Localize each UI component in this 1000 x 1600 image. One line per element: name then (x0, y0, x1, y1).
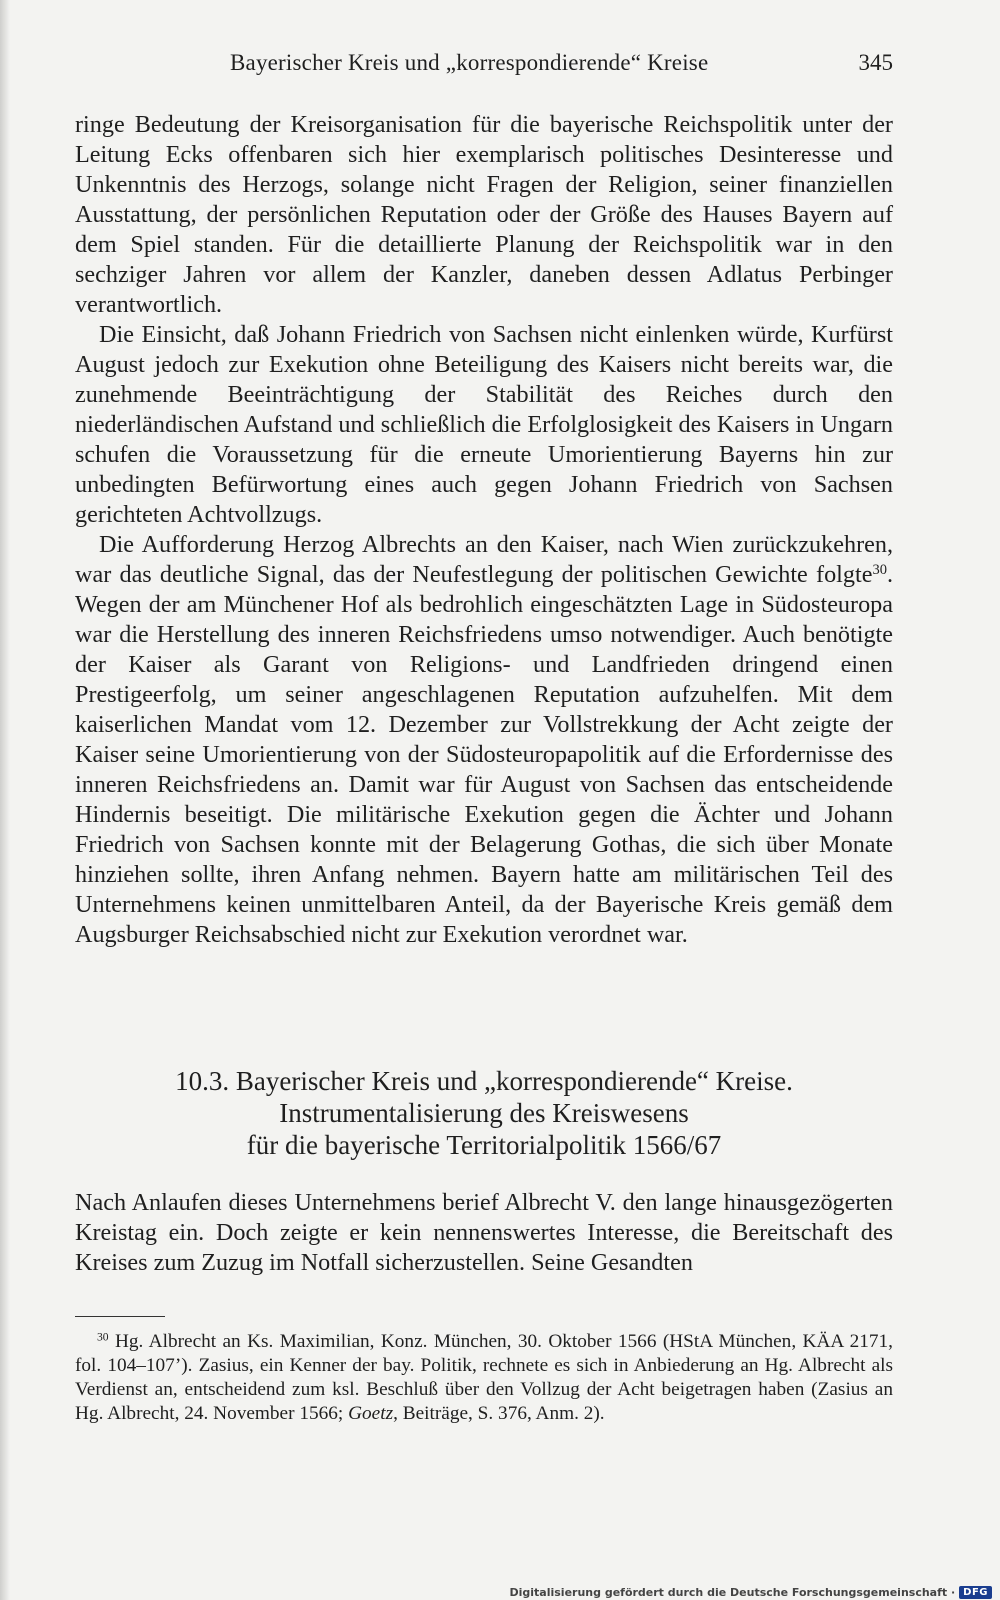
running-head: Bayerischer Kreis und „korrespondierende“ Kreise (230, 50, 709, 75)
paragraph: Die Einsicht, daß Johann Friedrich von Sachsen nicht einlenken würde, Kurfürst August jedoch zur Exekution ohne Beteiligung des Kaisers nicht bereits war, die zunehmende Beeinträchtigung der Stabilität des Reiches durch den niederländischen Aufstand und schließlich die Erfolglosigkeit des Kaisers in Ungarn schufen die Voraussetzung für die erneute Umorientierung Bayerns hin zur unbedingten Befürwortung eines auch gegen Johann Friedrich von Sachsen gerichteten Achtvollzugs. (75, 321, 893, 528)
section-heading (75, 1065, 893, 1161)
footnote-text: $^{30}$ Hg. Albrecht an Ks. Maximilian, Konz. München, 30. Oktober 1566 (HStA München, KÄA 2171, fol. 104–107’). Zasius, ein Kenner der bay. Politik, rechnete es sich in Anbiederung an Hg. Albrecht als Verdienst an, entscheidend zum ksl. Beschluß über den Vollzug der Acht beigetragen haben (Zasius an Hg. Albrecht, 24. November 1566; Goetz, Beiträge, S. 376, Anm. 2). (75, 1330, 893, 1424)
footnote-number: 30 (97, 1330, 109, 1344)
footnote-author: Goetz (348, 1403, 394, 1424)
paragraph (75, 530, 893, 950)
digitization-credit (509, 1586, 992, 1599)
footnote-reference[interactable]: 30 (872, 562, 887, 579)
body-text-block (75, 110, 893, 950)
page-number: 345 (858, 50, 893, 75)
section-heading-line: für die bayerische Territorialpolitik 1566/67 (246, 1130, 722, 1160)
paragraph-text: Die Aufforderung Herzog Albrechts an den Kaiser, nach Wien zurückzukehren, war das deutliche Signal, das der Neufestlegung der politischen Gewichte folgte (75, 531, 893, 588)
paragraph: Nach Anlaufen dieses Unternehmens berief Albrecht V. den lange hinausgezögerten Kreistag ein. Doch zeigte er kein nennenswertes Interesse, die Bereitschaft des Kreises zum Zuzug im Notfall sicherzustellen. Seine Gesandten (75, 1189, 893, 1276)
body-text-block (75, 1188, 893, 1278)
section-heading-line: Instrumentalisierung des Kreiswesens (279, 1098, 689, 1128)
footnote (75, 1330, 893, 1426)
paragraph: ringe Bedeutung der Kreisorganisation für die bayerische Reichspolitik unter der Leitung Ecks offenbaren sich hier exemplarisch politisches Desinteresse und Unkenntnis des Herzogs, solange nicht Fragen der Religion, seiner finanziellen Ausstattung, der persönlichen Reputation oder der Größe des Hauses Bayern auf dem Spiel standen. Für die detaillierte Planung der Reichspolitik war in den sechziger Jahren vor allem der Kanzler, daneben dessen Adlatus Perbinger verantwortlich. (75, 111, 893, 318)
section-heading-line: 10.3. Bayerischer Kreis und „korrespondierende“ Kreise. (175, 1066, 793, 1096)
credit-text: Digitalisierung gefördert durch die Deutsche Forschungsgemeinschaft · (509, 1586, 956, 1599)
dfg-logo: DFG (959, 1586, 992, 1599)
page-edge-shadow (0, 0, 10, 1600)
paragraph-text: . Wegen der am Münchener Hof als bedrohlich eingeschätzten Lage in Südosteuropa war die Herstellung des inneren Reichsfriedens umso notwendiger. Auch benötigte der Kaiser als Garant von Religions- und Landfrieden dringend einen Prestigeerfolg, um seiner angeschlagenen Reputation aufzuhelfen. Mit dem kaiserlichen Mandat vom 12. Dezember zur Vollstrekkung der Acht zeigte der Kaiser seine Umorientierung von der Südosteuropapolitik auf die Erfordernisse des inneren Reichsfriedens an. Damit war für August von Sachsen das entscheidende Hindernis beseitigt. Die militärische Exekution gegen die Ächter und Johann Friedrich von Sachsen konnte mit der Belagerung Gothas, die sich über Monate hinziehen sollte, ihren Anfang nehmen. Bayern hatte am militärischen Teil des Unternehmens keinen unmittelbaren Anteil, da der Bayerische Kreis gemäß dem Augsburger Reichsabschied nicht zur Exekution verordnet war. (75, 561, 893, 948)
footnote-divider (75, 1316, 165, 1317)
